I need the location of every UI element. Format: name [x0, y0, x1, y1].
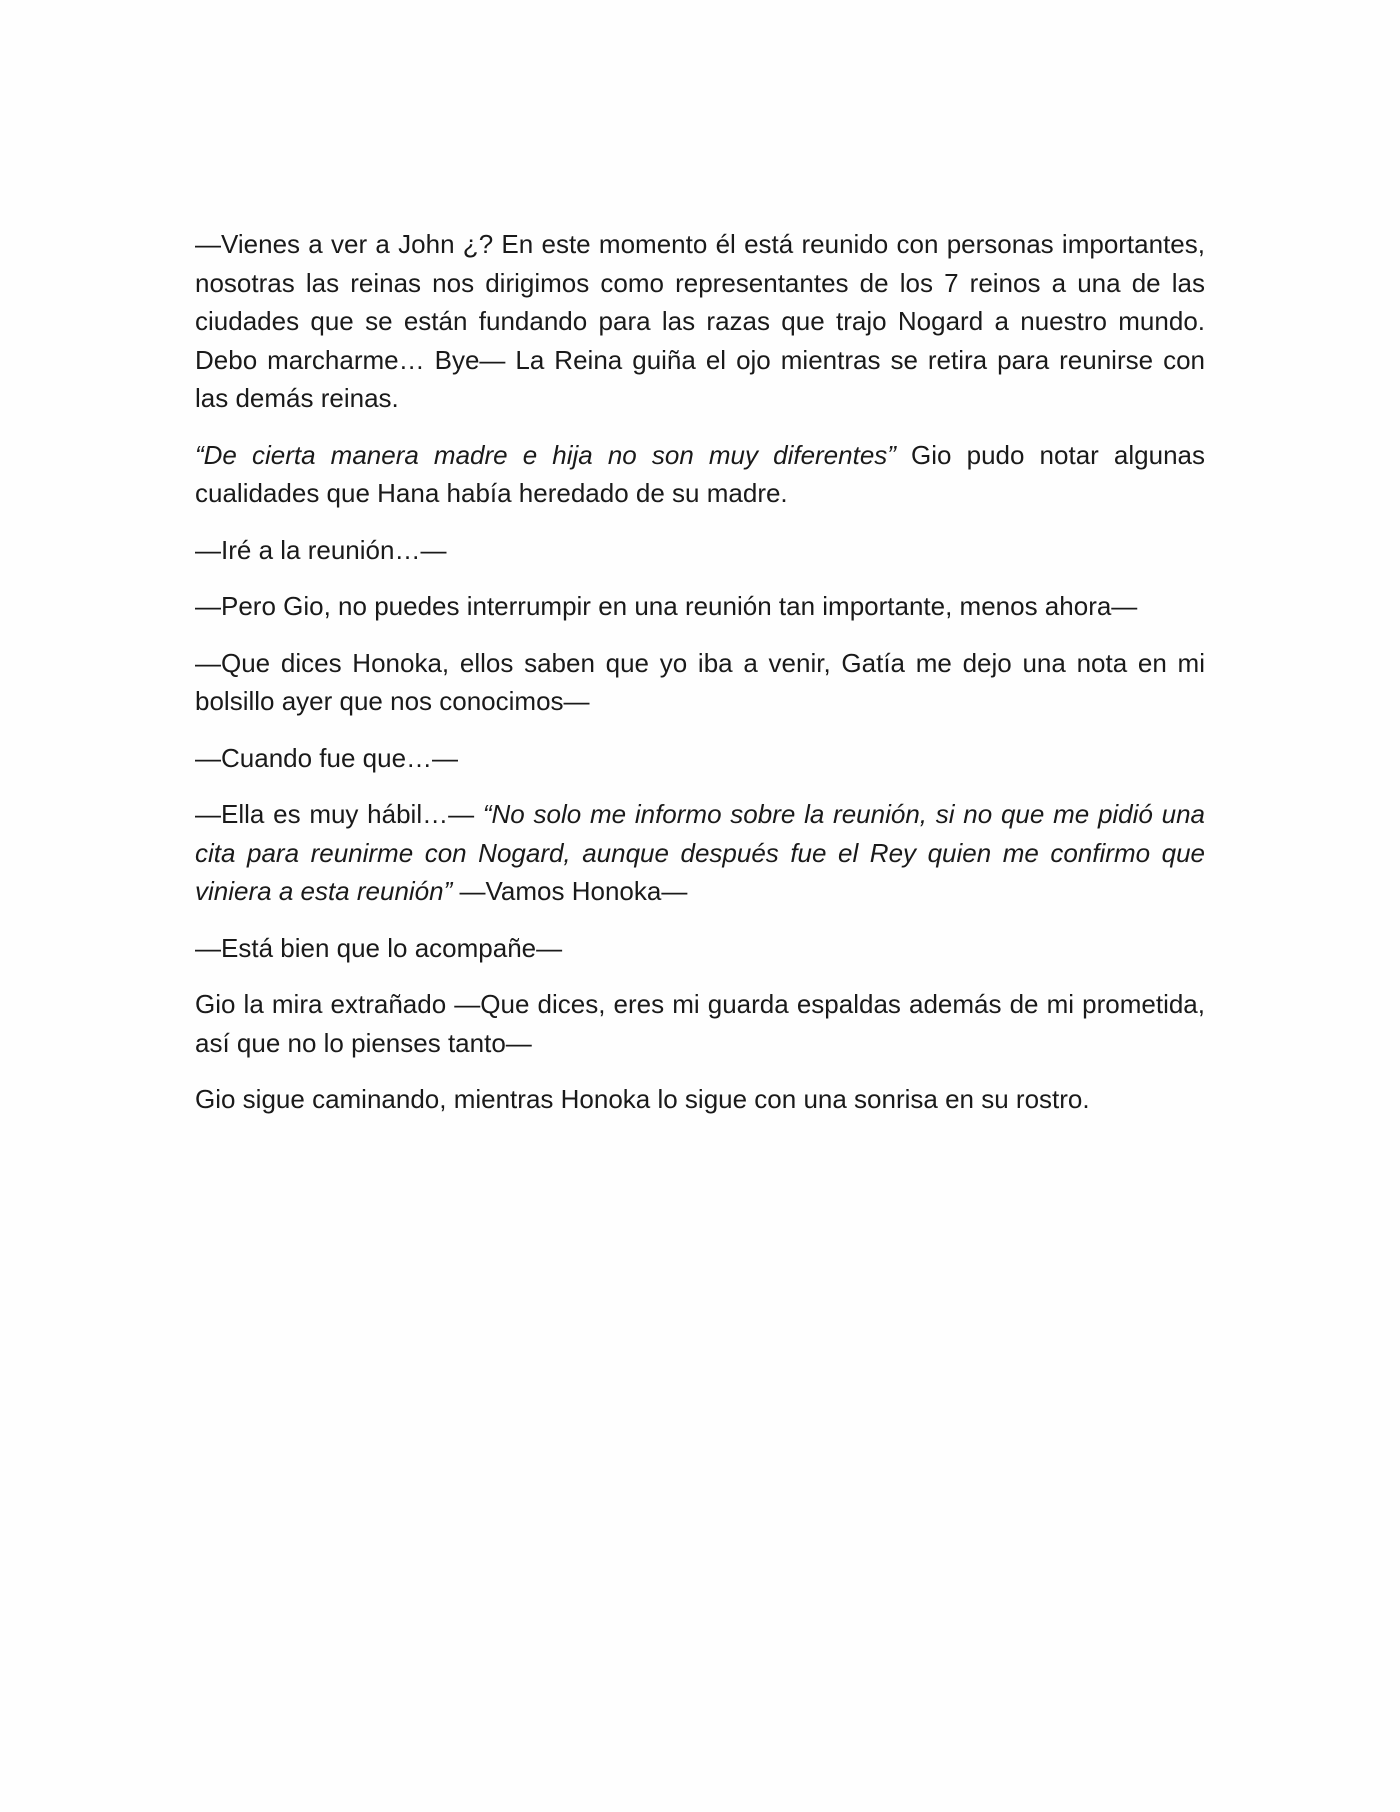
body-text [195, 225, 1205, 1137]
text-run: Gio pudo notar algunas cualidades que Hana había heredado de su madre. [195, 439, 1205, 508]
text-run: Gio sigue caminando, mientras Honoka lo sigue con una sonrisa en su rostro. [195, 1084, 1090, 1114]
text-run: —Vienes a ver a John ¿? En este momento él está reunido con personas importantes, nosotras las reinas nos dirigimos como representantes de los 7 reinos a una de las ciudades que se están fundando para las razas que trajo Nogard a nuestro mundo. Debo marcharme… Bye— La Reina guiña el ojo mientras se retira para reunirse con las demás reinas. [195, 229, 1205, 413]
paragraph [195, 531, 1205, 570]
italic-quote: “No solo me informo sobre la reunión, si no que me pidió una cita para reunirme con Nogard, aunque después fue el Rey quien me confirmo que viniera a esta reunión” [195, 799, 1206, 906]
paragraph [195, 225, 1205, 418]
paragraph [195, 929, 1205, 968]
text-run: —Cuando fue que…— [195, 742, 459, 773]
paragraph [195, 644, 1205, 721]
text-run: —Vamos Honoka— [452, 876, 688, 906]
paragraph [195, 436, 1205, 513]
text-run: —Está bien que lo acompañe— [195, 932, 563, 963]
paragraph [195, 739, 1205, 778]
paragraph [195, 795, 1205, 911]
text-run: —Que dices Honoka, ellos saben que yo iba a venir, Gatía me dejo una nota en mi bolsillo ayer que nos conocimos— [195, 647, 1205, 716]
paragraph [195, 1080, 1205, 1119]
italic-quote: “De cierta manera madre e hija no son muy diferentes” [195, 439, 896, 470]
text-run: Gio la mira extrañado —Que dices, eres mi guarda espaldas además de mi prometida, así que no lo pienses tanto— [195, 989, 1205, 1058]
paragraph [195, 587, 1205, 626]
text-run: —Iré a la reunión…— [195, 534, 447, 565]
paragraph [195, 985, 1205, 1062]
text-run: —Ella es muy hábil…— [195, 799, 483, 829]
text-run: —Pero Gio, no puedes interrumpir en una reunión tan importante, menos ahora— [195, 591, 1138, 621]
